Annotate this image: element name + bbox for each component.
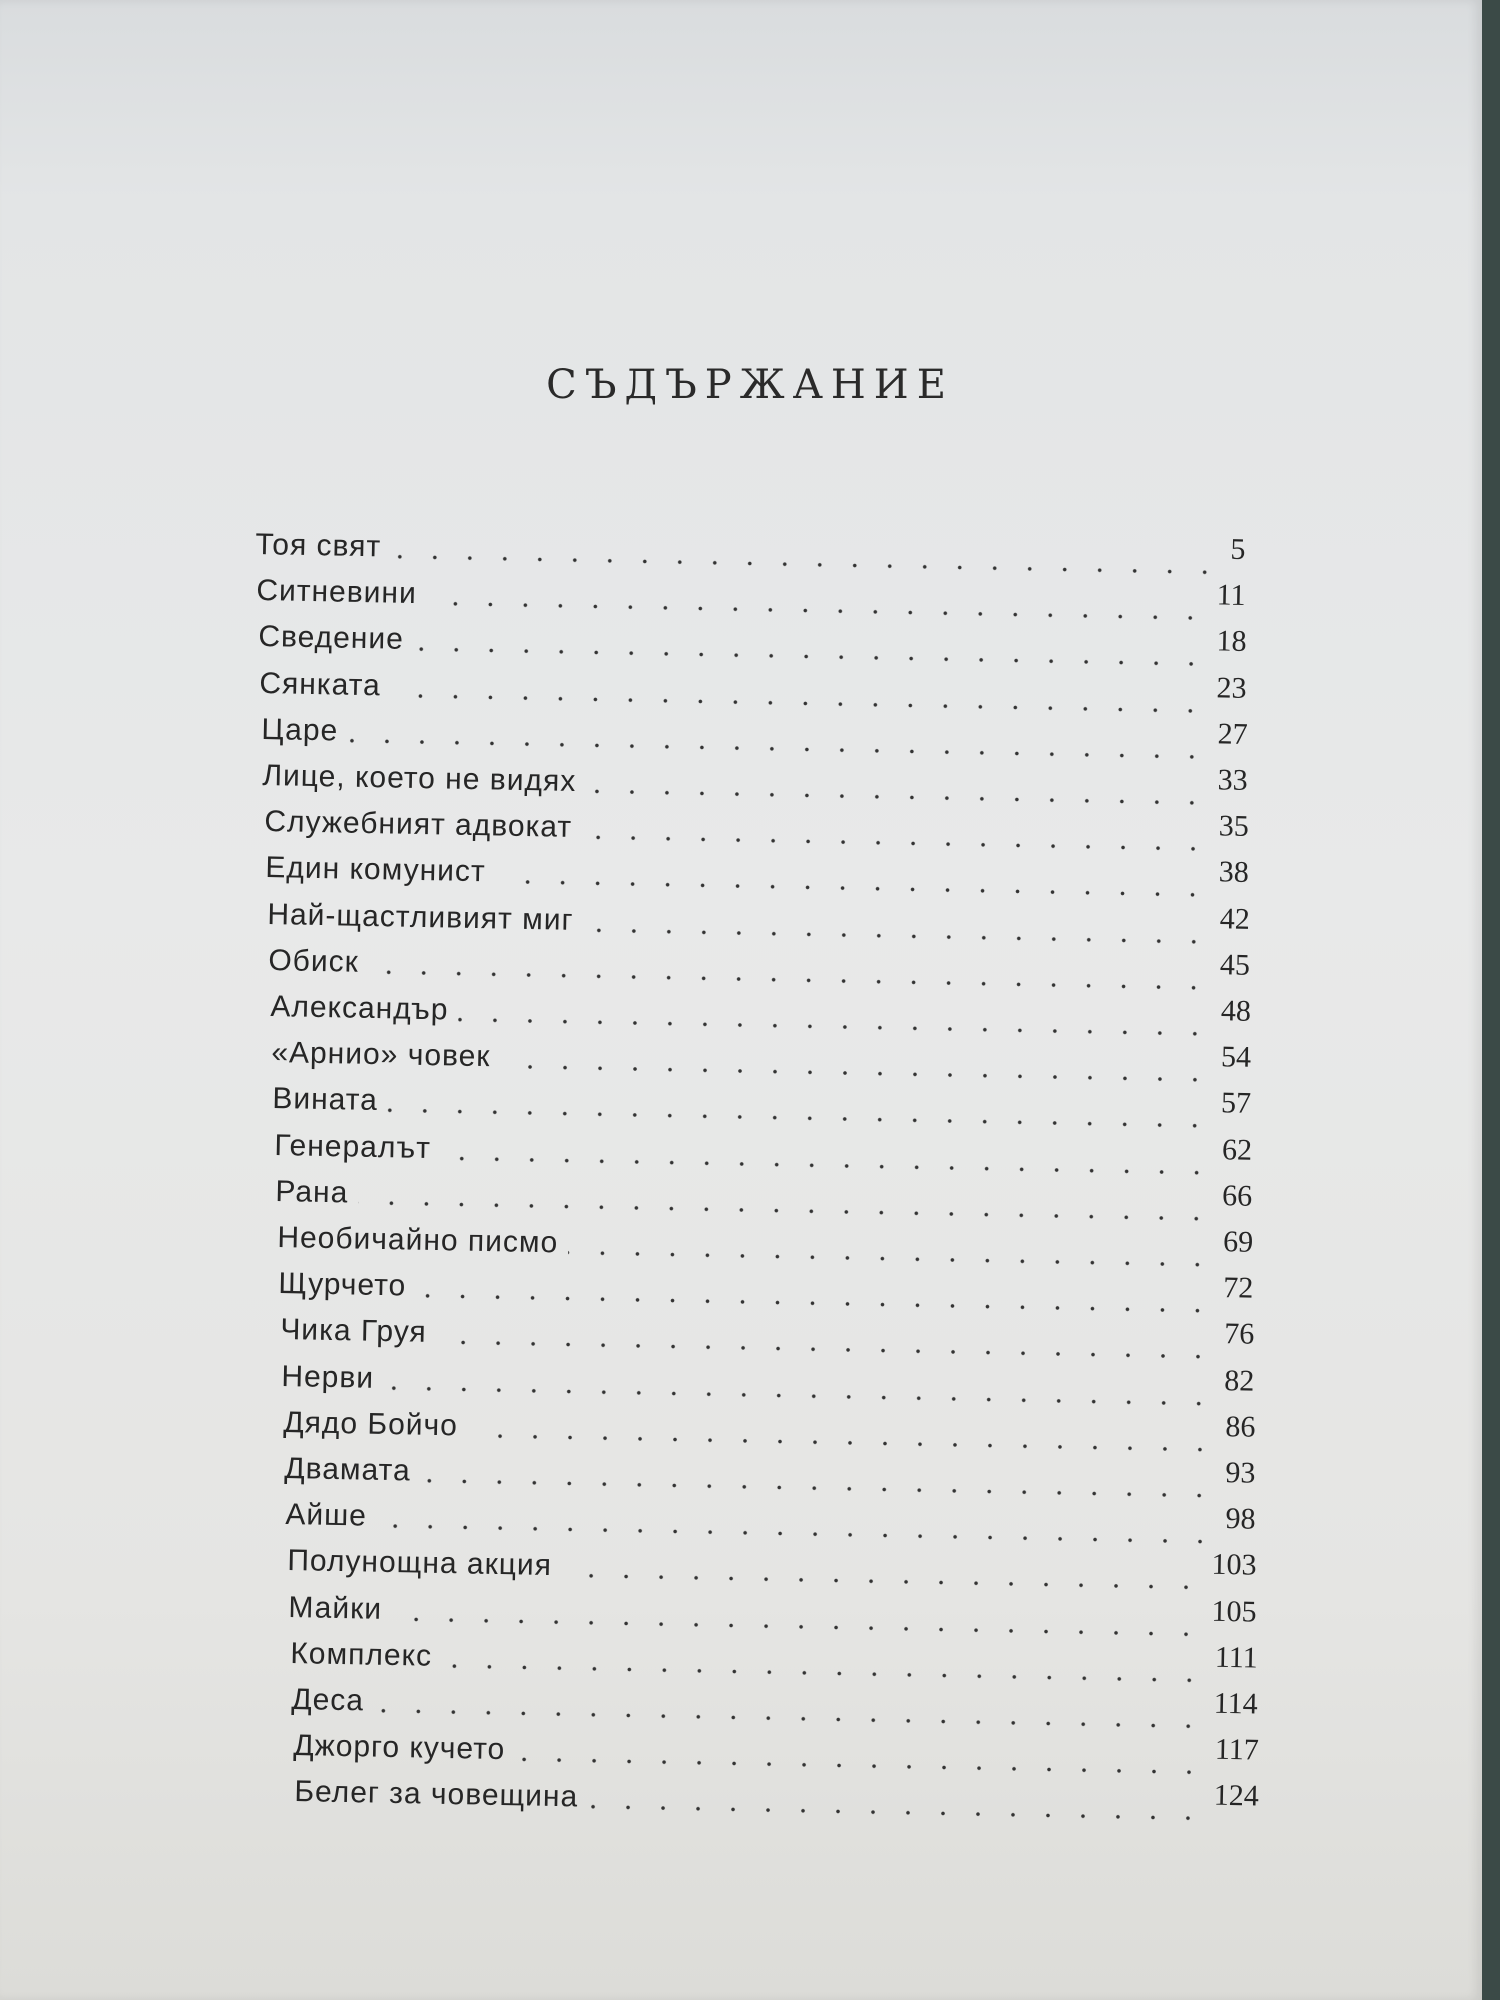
toc-entry-page-number: 38 (1218, 855, 1250, 890)
toc-entry-page-number: 62 (1221, 1132, 1253, 1167)
toc-entry-page-number: 69 (1222, 1225, 1254, 1259)
dot-leader (582, 835, 1210, 851)
toc-entry-page-number: 27 (1217, 717, 1248, 751)
toc-entry-title: Айше (285, 1498, 368, 1533)
dot-leader (515, 1757, 1206, 1774)
toc-entry-page-number: 33 (1217, 763, 1249, 797)
toc-entry-title: Полунощна акция (286, 1544, 553, 1583)
toc-entry-title: Необичайно писмо (276, 1221, 559, 1260)
toc-entry-title: Белег за човещина (294, 1775, 579, 1814)
toc-entry-title: Най-щастливият миг (266, 897, 574, 937)
toc-entry-title: Сведение (257, 620, 405, 657)
toc-entry-page-number: 86 (1224, 1409, 1256, 1444)
toc-entry-title: Комплекс (289, 1636, 433, 1673)
toc-entry-title: Ситневини (256, 574, 418, 611)
dot-leader (583, 928, 1211, 944)
page-title: СЪДЪРЖАНИЕ (546, 362, 954, 408)
dot-leader (496, 880, 1211, 898)
toc-entry-page-number: 5 (1230, 532, 1246, 567)
toc-entry-page-number: 35 (1218, 809, 1249, 844)
toc-entry-page-number: 124 (1213, 1779, 1260, 1813)
toc-entry-title: Лице, което не видях (262, 759, 577, 799)
dot-leader (562, 1574, 1203, 1590)
dot-leader (588, 1805, 1205, 1821)
dot-leader (586, 789, 1209, 805)
toc-entry-title: Джорго кучето (292, 1729, 506, 1767)
toc-entry-page-number: 11 (1216, 578, 1247, 613)
toc-entry-title: Царе (260, 712, 339, 748)
toc-entry-page-number: 98 (1225, 1502, 1257, 1536)
toc-entry-title: Един комунист (265, 851, 487, 889)
toc-entry-page-number: 76 (1223, 1317, 1255, 1352)
toc-entry-page-number: 114 (1213, 1686, 1259, 1721)
toc-entry-title: Служебният адвокат (263, 805, 573, 845)
toc-entry-page-number: 45 (1219, 948, 1251, 982)
toc-entry-title: Тоя свят (255, 528, 382, 564)
toc-entry-title: Двамата (284, 1452, 412, 1488)
toc-entry-page-number: 93 (1225, 1456, 1256, 1490)
toc-entry-title: Рана (275, 1174, 349, 1210)
toc-entry-title: Генералът (273, 1128, 432, 1165)
toc-entry-title: Деса (291, 1683, 365, 1718)
toc-entry-page-number: 23 (1216, 670, 1248, 705)
toc-entry-title: Александър (269, 990, 449, 1027)
toc-entry-title: Чика Груя (279, 1313, 427, 1350)
dot-leader (568, 1251, 1215, 1267)
toc-entry-page-number: 66 (1222, 1178, 1253, 1213)
toc-entry-page-number: 72 (1223, 1271, 1254, 1305)
toc-entry-title: «Арнио» човек (270, 1036, 491, 1074)
toc-entry-page-number: 105 (1211, 1594, 1258, 1629)
toc-entry-page-number: 111 (1214, 1640, 1258, 1675)
toc-entry-title: Дядо Бойчо (282, 1405, 458, 1443)
toc-entry-page-number: 54 (1220, 1040, 1252, 1074)
toc-entry-page-number: 117 (1214, 1732, 1259, 1767)
toc-entry-page-number: 82 (1224, 1363, 1255, 1398)
toc-entry-page-number: 57 (1221, 1086, 1252, 1121)
toc-entry-page-number: 48 (1220, 994, 1251, 1028)
toc-entry-page-number: 42 (1219, 901, 1250, 936)
toc-entry-title: Вината (272, 1082, 379, 1118)
toc-entry-title: Нерви (281, 1359, 375, 1395)
toc-entry-title: Обиск (268, 943, 360, 979)
toc-entry-title: Щурчето (278, 1267, 407, 1303)
toc-entry-page-number: 103 (1211, 1548, 1257, 1582)
toc-entry-page-number: 18 (1216, 624, 1247, 659)
toc-entry-title: Сянката (259, 666, 382, 702)
toc-entry-title: Майки (288, 1590, 383, 1626)
